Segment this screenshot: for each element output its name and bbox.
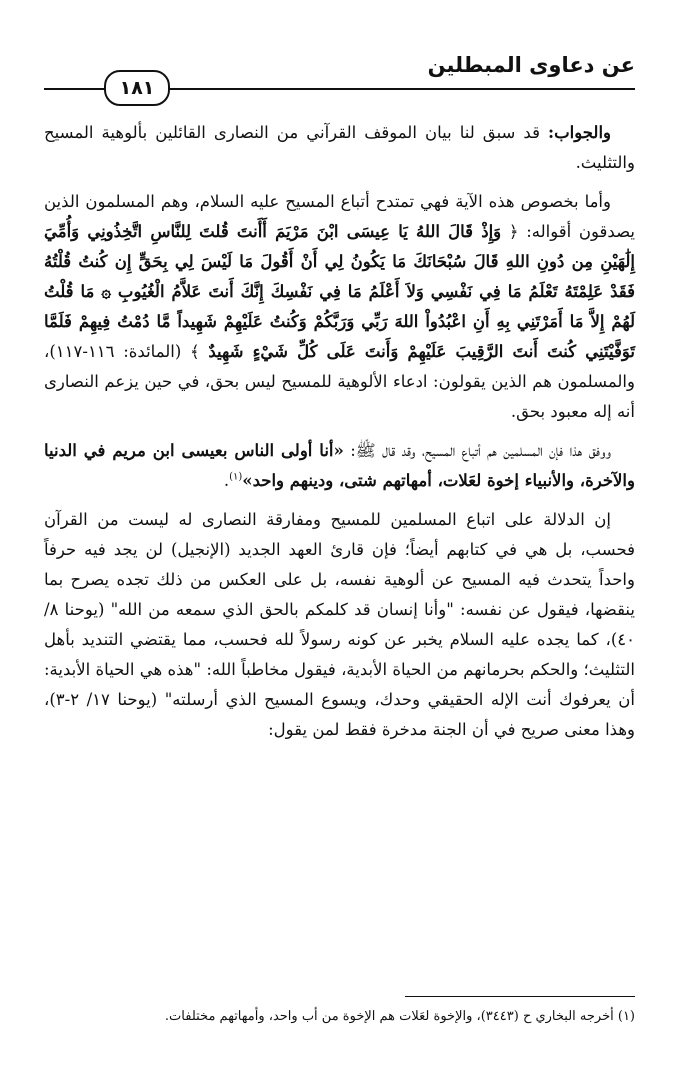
footnote-reference: (١) — [229, 471, 243, 483]
hadith-after: . — [223, 471, 230, 490]
paragraph-answer — [44, 118, 635, 178]
quran-verse: وَإِذْ قَالَ اللهُ يَا عِيسَى ابْنَ مَرْيَمَ أَأَنتَ قُلتَ لِلنَّاسِ اتَّخِذُونِي وَأُمِّيَ إِلَٰهَيْنِ مِن دُونِ اللهِ قَالَ سُبْحَانَكَ مَا يَكُونُ لِي أَنْ أَقُولَ مَا لَيْسَ لِي بِحَقٍّ إِن كُنتُ قُلْتُهُ فَقَدْ عَلِمْتَهُ تَعْلَمُ مَا فِي نَفْسِي وَلاَ أَعْلَمُ مَا فِي نَفْسِكَ إِنَّكَ أَنتَ عَلاَّمُ الْغُيُوبِ ۞ مَا قُلْتُ لَهُمْ إِلاَّ مَا أَمَرْتَنِي بِهِ أَنِ اعْبُدُواْ اللهَ رَبِّي وَرَبَّكُمْ وَكُنتُ عَلَيْهِمْ شَهِيداً مَّا دُمْتُ فِيهِمْ فَلَمَّا تَوَفَّيْتَنِي كُنتَ أَنتَ الرَّقِيبَ عَلَيْهِمْ وَأَنتَ عَلَى كُلِّ شَيْءٍ شَهِيدٌ — [44, 222, 635, 361]
paragraph-hadith — [44, 436, 635, 496]
verse-after: (المائدة: ١١٦-١١٧)، والمسلمون هم الذين يقولون: ادعاء الألوهية للمسيح ليس بحق، في حين يزعم النصارى أنه إله معبود بحق. — [44, 342, 635, 421]
answer-lead: والجواب: — [548, 123, 611, 142]
quran-open-bracket: ﴿ — [508, 222, 519, 241]
paragraph-gospel — [44, 505, 635, 745]
footnote: (١) أخرجه البخاري ح (٣٤٤٣)، والإخوة لعَلات هم الإخوة من أب واحد، وأمهاتهم مختلفات. — [164, 1009, 635, 1024]
page-number: ١٨١ — [104, 70, 170, 106]
gospel-text: إن الدلالة على اتباع المسلمين للمسيح ومفارقة النصارى له ليست من القرآن فحسب، بل هي في كتابهم أيضاً؛ فإن قارئ العهد الجديد (الإنجيل) لن يجد فيه حرفاً واحداً يتحدث فيه المسيح عن ألوهية نفسه، بل على العكس من ذلك تجده يصرح بما ينقضها، فيقول عن نفسه: "وأنا إنسان قد كلمكم بالحق الذي سمعه من الله" (يوحنا ٨/ ٤٠)، كما يجده عليه السلام يخبر عن كونه رسولاً لله فحسب، مما يقتضي التنديد بأهل التثليث؛ والحكم بحرمانهم من الحياة الأبدية، فيقول مخاطباً الله: "هذه هي الحياة الأبدية: أن يعرفوك أنت الإله الحقيقي وحدك، ويسوع المسيح الذي أرسلته" (يوحنا ١٧/ ٢-٣)، وهذا معنى صريح في أن الجنة مدخرة فقط لمن يقول: — [44, 510, 635, 739]
paragraph-verse — [44, 187, 635, 427]
answer-text: قد سبق لنا بيان الموقف القرآني من النصارى القائلين بألوهية المسيح والتثليث. — [44, 123, 635, 172]
footnote-rule — [405, 996, 635, 997]
quran-close-bracket: ﴾ — [189, 342, 200, 361]
hadith-intro: ووفق هذا فإن المسلمين هم أتباع المسيح، وقد قال ﷺ: — [343, 441, 611, 460]
body-text — [44, 118, 635, 754]
verse-intro: وأما بخصوص هذه الآية فهي تمتدح أتباع المسيح عليه السلام، وهم المسلمون الذين يصدقون أقواله: — [44, 192, 635, 241]
running-title: عن دعاوى المبطلين — [427, 53, 635, 77]
hadith-quote: «أنا أولى الناس بعيسى ابن مريم في الدنيا والآخرة، والأنبياء إخوة لعَلات، أمهاتهم شتى، ودينهم واحد» — [44, 441, 635, 490]
